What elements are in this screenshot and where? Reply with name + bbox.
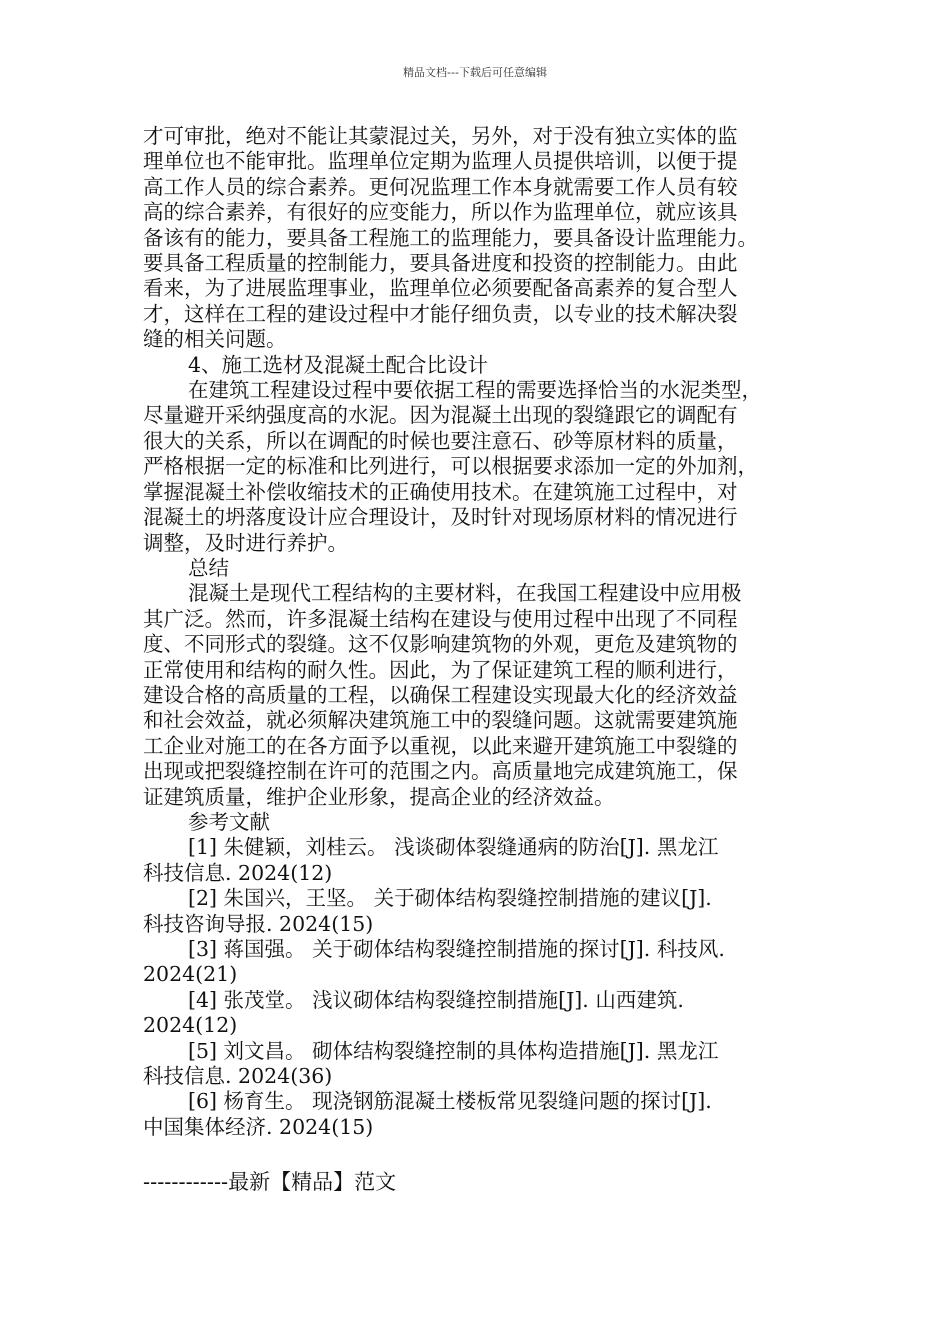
text-line: 调整，及时进行养护。: [143, 530, 348, 555]
reference-entry-cont: 中国集体经济. 2024(15): [143, 1114, 374, 1139]
text-line: 和社会效益，就必须解决建筑施工中的裂缝问题。这就需要建筑施: [143, 708, 738, 733]
text-line: 证建筑质量，维护企业形象，提高企业的经济效益。: [143, 784, 615, 809]
text-line: 建设合格的高质量的工程，以确保工程建设实现最大化的经济效益: [143, 682, 738, 707]
text-line: 要具备工程质量的控制能力，要具备进度和投资的控制能力。由此: [143, 251, 738, 276]
reference-entry-cont: 科技信息. 2024(36): [143, 1064, 333, 1089]
text-line: 看来，为了进展监理事业，监理单位必须要配备高素养的复合型人: [143, 276, 738, 301]
reference-entry: [2] 朱国兴，王坚。 关于砌体结构裂缝控制措施的建议[J].: [188, 886, 712, 911]
text-line: 其广泛。然而，许多混凝土结构在建设与使用过程中出现了不同程: [143, 606, 738, 631]
reference-entry: [3] 蒋国强。 关于砌体结构裂缝控制措施的探讨[J]. 科技风.: [188, 937, 725, 961]
text-line: 很大的关系，所以在调配的时候也要注意石、砂等原材料的质量，: [143, 428, 738, 453]
page-footer: ------------最新【精品】范文: [143, 1170, 397, 1194]
reference-entry-cont: 科技信息. 2024(12): [143, 860, 333, 885]
section-heading: 参考文献: [188, 809, 270, 834]
reference-entry-cont: 科技咨询导报. 2024(15): [143, 911, 374, 936]
page-header: 精品文档---下载后可任意编辑: [403, 66, 547, 79]
text-line: 备该有的能力，要具备工程施工的监理能力，要具备设计监理能力。: [143, 225, 758, 250]
text-line: 混凝土是现代工程结构的主要材料，在我国工程建设中应用极: [188, 581, 742, 606]
reference-entry: [5] 刘文昌。 砌体结构裂缝控制的具体构造措施[J]. 黑龙江: [188, 1038, 719, 1063]
reference-entry-cont: 2024(21): [143, 962, 238, 987]
reference-entry: [6] 杨育生。 现浇钢筋混凝土楼板常见裂缝问题的探讨[J].: [188, 1089, 712, 1114]
text-line: 工企业对施工的在各方面予以重视，以此来避开建筑施工中裂缝的: [143, 733, 738, 758]
reference-entry: [1] 朱健颖，刘桂云。 浅谈砌体裂缝通病的防治[J]. 黑龙江: [188, 835, 719, 860]
text-line: 正常使用和结构的耐久性。因此，为了保证建筑工程的顺利进行，: [143, 657, 738, 682]
reference-entry: [4] 张茂堂。 浅议砌体结构裂缝控制措施[J]. 山西建筑.: [188, 987, 684, 1012]
text-line: 才可审批，绝对不能让其蒙混过关，另外，对于没有独立实体的监: [143, 124, 738, 148]
section-heading: 4、施工选材及混凝土配合比设计: [188, 352, 489, 377]
text-line: 出现或把裂缝控制在许可的范围之内。高质量地完成建筑施工，保: [143, 759, 738, 784]
reference-entry-cont: 2024(12): [143, 1013, 238, 1038]
document-body: [143, 124, 805, 1140]
text-line: 掌握混凝土补偿收缩技术的正确使用技术。在建筑施工过程中，对: [143, 479, 738, 504]
text-line: 在建筑工程建设过程中要依据工程的需要选择恰当的水泥类型，: [188, 378, 762, 403]
text-line: 混凝土的坍落度设计应合理设计，及时针对现场原材料的情况进行: [143, 505, 738, 530]
text-line: 严格根据一定的标准和比列进行，可以根据要求添加一定的外加剂，: [143, 454, 758, 479]
section-heading: 总结: [188, 555, 229, 580]
text-line: 尽量避开采纳强度高的水泥。因为混凝土出现的裂缝跟它的调配有: [143, 403, 738, 428]
text-line: 才，这样在工程的建设过程中才能仔细负责，以专业的技术解决裂: [143, 301, 738, 326]
text-line: 缝的相关问题。: [143, 327, 287, 352]
text-line: 理单位也不能审批。监理单位定期为监理人员提供培训，以便于提: [143, 149, 738, 174]
text-line: 高的综合素养，有很好的应变能力，所以作为监理单位，就应该具: [143, 200, 738, 225]
text-line: 高工作人员的综合素养。更何况监理工作本身就需要工作人员有较: [143, 174, 738, 199]
text-line: 度、不同形式的裂缝。这不仅影响建筑物的外观，更危及建筑物的: [143, 632, 738, 657]
